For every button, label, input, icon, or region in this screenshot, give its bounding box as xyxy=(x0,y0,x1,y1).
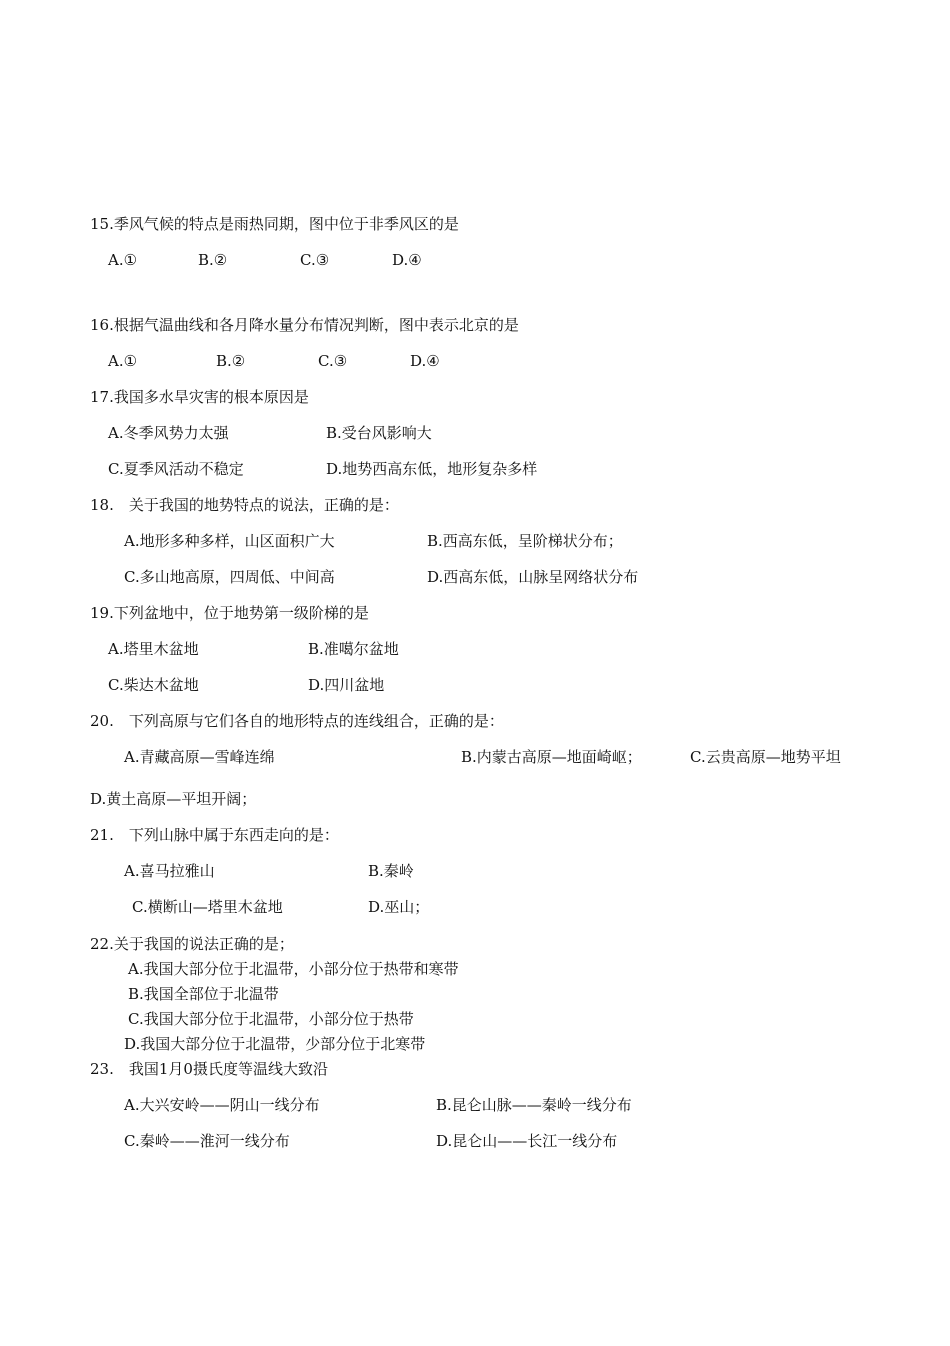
question-16-stem: 16.根据气温曲线和各月降水量分布情况判断，图中表示北京的是 xyxy=(90,316,519,334)
question-17-option-a: A.冬季风势力太强 xyxy=(108,424,229,442)
question-23-option-d: D.昆仑山——长江一线分布 xyxy=(436,1132,618,1150)
question-23-option-a: A.大兴安岭——阴山一线分布 xyxy=(124,1096,320,1114)
question-16-option-d: D.④ xyxy=(410,352,440,370)
question-19-option-d: D.四川盆地 xyxy=(308,676,385,694)
question-17-option-b: B.受台风影响大 xyxy=(326,424,432,442)
question-18-option-b: B.西高东低，呈阶梯状分布； xyxy=(427,532,623,550)
question-21-option-a: A.喜马拉雅山 xyxy=(124,862,215,880)
question-22-stem: 22.关于我国的说法正确的是； xyxy=(90,935,294,953)
question-18-stem: 18. 关于我国的地势特点的说法，正确的是： xyxy=(90,496,399,514)
question-19-stem: 19.下列盆地中，位于地势第一级阶梯的是 xyxy=(90,604,369,622)
question-17-stem: 17.我国多水旱灾害的根本原因是 xyxy=(90,388,309,406)
question-22-option-c: C.我国大部分位于北温带，小部分位于热带 xyxy=(128,1010,414,1028)
question-20-option-b: B.内蒙古高原—地面崎岖； xyxy=(461,748,642,766)
question-18-option-d: D.西高东低，山脉呈网络状分布 xyxy=(427,568,639,586)
question-16-option-b: B.② xyxy=(216,352,246,370)
question-18-option-a: A.地形多种多样，山区面积广大 xyxy=(124,532,335,550)
question-21-option-c: C.横断山—塔里木盆地 xyxy=(132,898,283,916)
question-16-option-c: C.③ xyxy=(318,352,348,370)
question-18-option-c: C.多山地高原，四周低、中间高 xyxy=(124,568,335,586)
question-22-option-d: D.我国大部分位于北温带，少部分位于北寒带 xyxy=(124,1035,426,1053)
question-23-option-b: B.昆仑山脉——秦岭一线分布 xyxy=(436,1096,632,1114)
question-15-option-a: A.① xyxy=(108,251,138,269)
question-21-stem: 21. 下列山脉中属于东西走向的是： xyxy=(90,826,339,844)
question-15-stem: 15.季风气候的特点是雨热同期，图中位于非季风区的是 xyxy=(90,215,459,233)
question-23-stem: 23. 我国1月0摄氏度等温线大致沿 xyxy=(90,1060,328,1078)
question-15-option-b: B.② xyxy=(198,251,228,269)
question-16-option-a: A.① xyxy=(108,352,138,370)
question-19-option-c: C.柴达木盆地 xyxy=(108,676,199,694)
question-20-option-a: A.青藏高原—雪峰连绵 xyxy=(124,748,275,766)
question-17-option-d: D.地势西高东低，地形复杂多样 xyxy=(326,460,538,478)
question-22-option-a: A.我国大部分位于北温带，小部分位于热带和寒带 xyxy=(128,960,459,978)
question-21-option-d: D.巫山； xyxy=(368,898,430,916)
question-17-option-c: C.夏季风活动不稳定 xyxy=(108,460,244,478)
question-19-option-a: A.塔里木盆地 xyxy=(108,640,199,658)
question-20-option-d: D.黄土高原—平坦开阔； xyxy=(90,790,257,808)
question-23-option-c: C.秦岭——淮河一线分布 xyxy=(124,1132,290,1150)
question-15-option-d: D.④ xyxy=(392,251,422,269)
question-20-option-c: C.云贵高原—地势平坦 xyxy=(690,748,841,766)
question-21-option-b: B.秦岭 xyxy=(368,862,414,880)
question-20-stem: 20. 下列高原与它们各自的地形特点的连线组合，正确的是： xyxy=(90,712,504,730)
question-22-option-b: B.我国全部位于北温带 xyxy=(128,985,279,1003)
question-15-option-c: C.③ xyxy=(300,251,330,269)
question-19-option-b: B.准噶尔盆地 xyxy=(308,640,399,658)
